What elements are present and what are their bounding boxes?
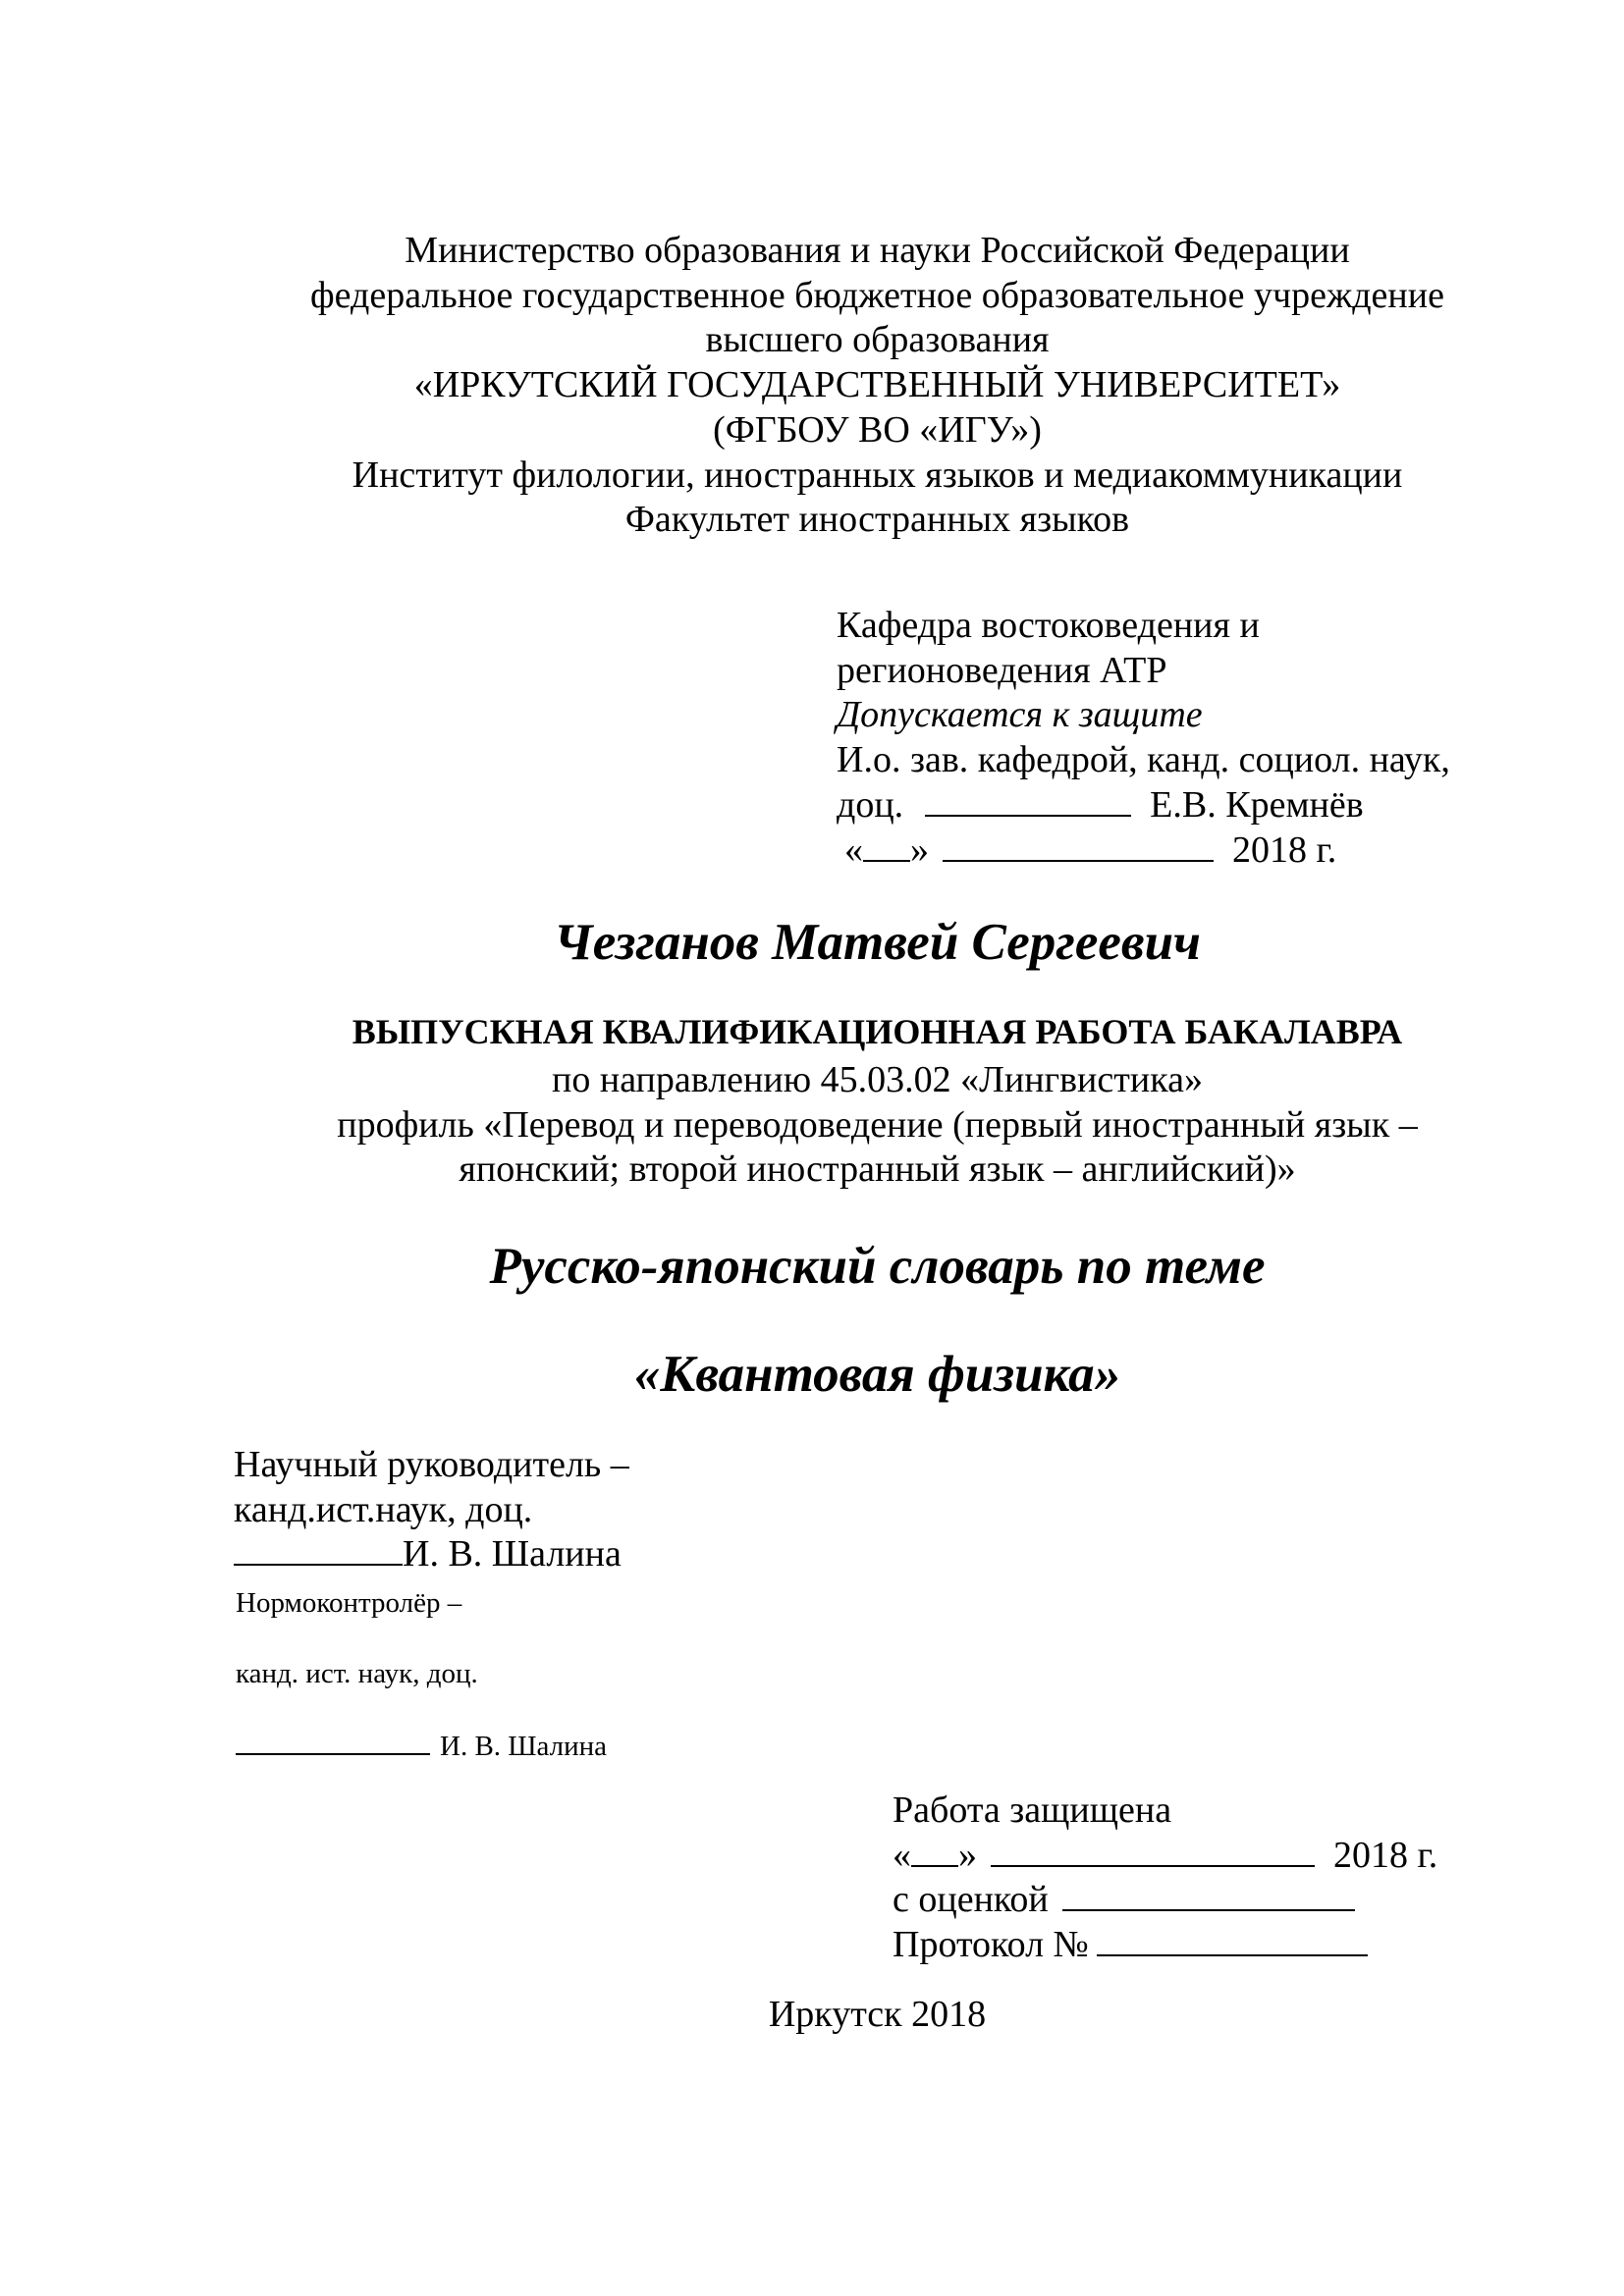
direction-line: по направлению 45.03.02 «Лингвистика»	[552, 1059, 1203, 1100]
author-name: Чезганов Матвей Сергеевич	[554, 914, 1201, 971]
work-type: ВЫПУСКНАЯ КВАЛИФИКАЦИОННАЯ РАБОТА БАКАЛАВРА	[352, 1012, 1403, 1051]
defense-month-blank	[991, 1864, 1315, 1867]
date-month-blank	[943, 859, 1214, 862]
profile-line-2: японский; второй иностранный язык – английский)»	[459, 1148, 1296, 1191]
supervisor-signature-line	[234, 1532, 921, 1577]
topic-line-2: «Квантовая физика»	[633, 1346, 1121, 1403]
university-abbreviation: (ФГБОУ ВО «ИГУ»)	[713, 408, 1042, 451]
ministry-line: Министерство образования и науки Российской Федерации	[405, 230, 1350, 271]
defense-date-open-quote: «	[893, 1834, 911, 1876]
date-open-quote: «	[844, 828, 863, 871]
head-prefix: доц.	[837, 783, 904, 826]
protocol-blank	[1097, 1953, 1368, 1956]
defense-date-close-quote: »	[958, 1834, 977, 1876]
normocontrol-degree: канд. ист. наук, доц.	[236, 1658, 478, 1689]
defense-day-blank	[911, 1864, 958, 1867]
institution-type-line: федеральное государственное бюджетное образовательное учреждение	[310, 274, 1444, 316]
grade-blank	[1062, 1908, 1355, 1911]
institute-line: Институт филологии, иностранных языков и медиакоммуникации	[352, 454, 1403, 496]
head-position: И.о. зав. кафедрой, канд. социол. наук,	[837, 739, 1450, 781]
protocol-line	[893, 1923, 1580, 1968]
protocol-label: Протокол №	[893, 1924, 1089, 1966]
topic-line-1: Русско-японский словарь по теме	[489, 1238, 1266, 1295]
city-year: Иркутск 2018	[768, 1994, 987, 2035]
supervisor-block	[234, 1443, 921, 1577]
defense-date-line	[893, 1834, 1580, 1879]
date-day-blank	[863, 859, 910, 862]
supervisor-degree: канд.ист.наук, доц.	[234, 1488, 533, 1530]
admit-to-defense: Допускается к защите	[837, 694, 1203, 736]
defense-date-year: 2018 г.	[1333, 1834, 1438, 1876]
education-level-line: высшего образования	[705, 319, 1050, 361]
profile-line-1: профиль «Перевод и переводоведение (первый иностранный язык –	[337, 1103, 1418, 1146]
supervisor-label: Научный руководитель –	[234, 1444, 629, 1485]
department-date-line	[837, 828, 1524, 874]
head-signature-line	[837, 783, 1524, 828]
grade-line	[893, 1878, 1580, 1923]
department-line-1: Кафедра востоковедения и	[837, 605, 1260, 646]
university-name: «ИРКУТСКИЙ ГОСУДАРСТВЕННЫЙ УНИВЕРСИТЕТ»	[413, 364, 1341, 406]
department-block	[837, 604, 1524, 873]
normocontrol-signature-blank	[236, 1752, 430, 1755]
header-block	[0, 229, 1624, 543]
normocontrol-signature-line	[236, 1730, 607, 1764]
direction-block	[0, 1058, 1624, 1193]
supervisor-signature-blank	[234, 1563, 403, 1566]
date-year: 2018 г.	[1232, 828, 1337, 871]
date-close-quote: »	[910, 828, 929, 871]
defense-block	[893, 1789, 1580, 1968]
grade-label: с оценкой	[893, 1879, 1049, 1921]
head-name: Е.В. Кремнёв	[1150, 783, 1364, 826]
defense-title: Работа защищена	[893, 1789, 1172, 1831]
department-line-2: регионоведения АТР	[837, 649, 1167, 691]
supervisor-name: И. В. Шалина	[403, 1533, 622, 1575]
faculty-line: Факультет иностранных языков	[624, 499, 1130, 541]
normocontrol-label: Нормоконтролёр –	[236, 1587, 462, 1619]
normocontrol-name: И. В. Шалина	[440, 1731, 608, 1762]
head-signature-blank	[925, 814, 1131, 817]
